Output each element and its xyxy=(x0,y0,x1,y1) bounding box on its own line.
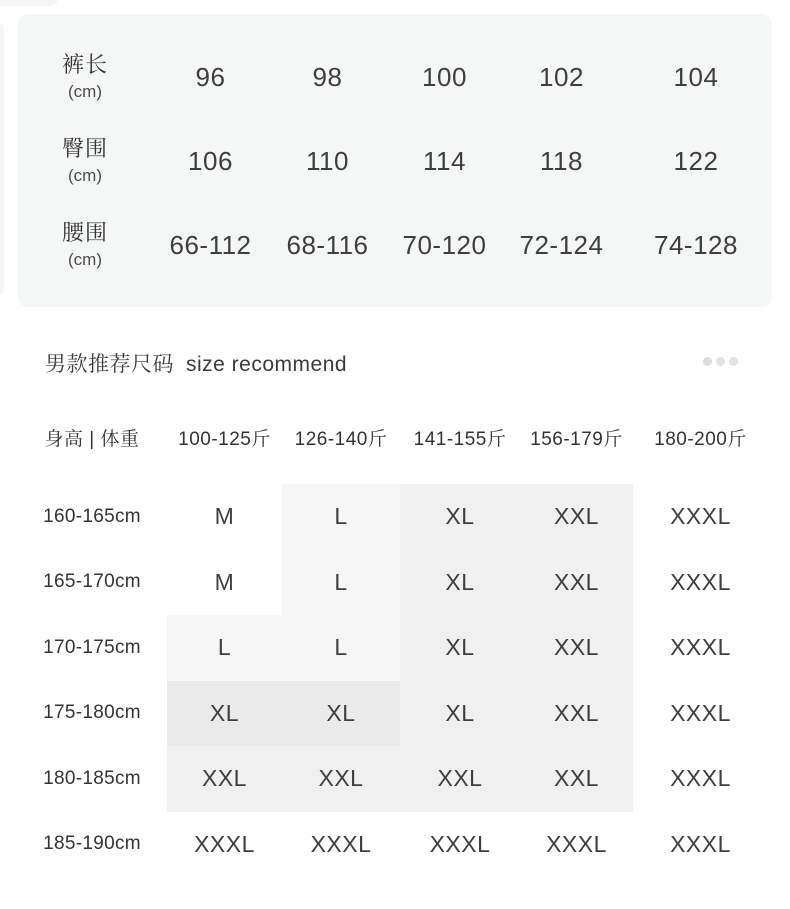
size-table-header xyxy=(0,418,790,456)
row-label-text: 裤长 xyxy=(61,52,108,78)
row-label-text: 臀围 xyxy=(61,136,108,162)
pant-measurement-card xyxy=(18,14,772,307)
measurement-row-hip xyxy=(18,119,772,203)
size-cell: M xyxy=(214,568,235,595)
ellipsis-dot-icon xyxy=(729,357,738,366)
size-cell: XL xyxy=(400,484,520,550)
row-label-pant-length xyxy=(18,52,152,102)
size-cell: XXL xyxy=(282,746,400,812)
size-cell: L xyxy=(282,615,400,681)
measurement-value: 100 xyxy=(422,61,467,92)
row-label-unit: (cm) xyxy=(68,165,102,185)
size-cell: L xyxy=(282,550,400,616)
measurement-value: 106 xyxy=(188,145,233,176)
ellipsis-dot-icon xyxy=(703,357,712,366)
size-cell: L xyxy=(282,484,400,550)
size-cell: XXXL xyxy=(670,699,731,726)
size-cell: XXXL xyxy=(670,634,731,661)
height-range-label: 175-180cm xyxy=(43,702,141,724)
table-row xyxy=(0,812,790,878)
measurement-value: 72-124 xyxy=(519,229,604,260)
measurement-value: 74-128 xyxy=(654,229,738,260)
size-cell: XXXL xyxy=(194,830,255,857)
column-header-weight-range: 100-125斤 xyxy=(178,428,271,450)
size-cell: XXXL xyxy=(670,830,731,857)
size-cell: L xyxy=(167,615,282,681)
size-cell: XXXL xyxy=(670,765,731,792)
row-label-text: 腰围 xyxy=(61,220,108,246)
size-cell: XXXL xyxy=(546,830,607,857)
size-cell: XL xyxy=(167,681,282,747)
row-label-unit: (cm) xyxy=(68,249,102,269)
measurement-value: 68-116 xyxy=(286,229,369,260)
measurement-value: 102 xyxy=(539,61,584,92)
size-cell: XXL xyxy=(400,746,520,812)
size-table-body xyxy=(0,484,790,877)
size-cell: XXL xyxy=(520,484,633,550)
size-cell: M xyxy=(214,503,235,530)
measurement-value: 122 xyxy=(673,145,719,176)
size-cell: XXL xyxy=(520,746,633,812)
height-range-label: 165-170cm xyxy=(43,571,141,593)
row-label-unit: (cm) xyxy=(68,81,102,101)
column-header-weight-range: 126-140斤 xyxy=(294,428,388,450)
measurement-value: 66-112 xyxy=(169,229,252,260)
column-header-height-weight: 身高 | 体重 xyxy=(44,428,140,450)
section-title-en: size recommend xyxy=(186,353,348,376)
measurement-row-waist xyxy=(18,203,772,287)
row-label-waist xyxy=(18,220,152,270)
section-title-cn: 男款推荐尺码 xyxy=(45,353,174,376)
size-cell: XXXL xyxy=(670,503,731,530)
size-cell: XXXL xyxy=(670,568,731,595)
column-header-weight-range: 180-200斤 xyxy=(654,428,747,450)
measurement-value: 98 xyxy=(312,61,343,92)
table-row xyxy=(0,681,790,747)
size-cell: XXL xyxy=(520,550,633,616)
table-row xyxy=(0,484,790,550)
measurement-value: 110 xyxy=(306,145,349,176)
size-cell: XL xyxy=(400,550,520,616)
size-cell: XXXL xyxy=(310,830,372,857)
table-row xyxy=(0,550,790,616)
measurement-value: 70-120 xyxy=(402,229,487,260)
section-title xyxy=(45,348,347,378)
more-options-button[interactable] xyxy=(703,357,738,366)
height-range-label: 160-165cm xyxy=(43,505,141,527)
size-cell: XXL xyxy=(167,746,282,812)
height-range-label: 170-175cm xyxy=(43,636,141,658)
adjacent-card-top-edge xyxy=(0,0,57,6)
size-cell: XXXL xyxy=(429,830,491,857)
measurement-value: 96 xyxy=(195,61,226,92)
table-row xyxy=(0,615,790,681)
table-row xyxy=(0,746,790,812)
size-cell: XL xyxy=(282,681,400,747)
section-header xyxy=(0,348,790,380)
height-range-label: 180-185cm xyxy=(43,767,141,789)
measurement-value: 118 xyxy=(540,145,583,176)
measurement-value: 114 xyxy=(423,145,466,176)
ellipsis-dot-icon xyxy=(716,357,725,366)
adjacent-card-left-edge xyxy=(0,24,4,294)
size-cell: XL xyxy=(400,681,520,747)
measurement-row-pant-length xyxy=(18,35,772,119)
row-label-hip xyxy=(18,136,152,186)
size-cell: XXL xyxy=(520,615,633,681)
size-cell: XXL xyxy=(520,681,633,747)
size-cell: XL xyxy=(400,615,520,681)
height-range-label: 185-190cm xyxy=(43,833,141,855)
column-header-weight-range: 141-155斤 xyxy=(413,428,507,450)
measurement-value: 104 xyxy=(673,61,719,92)
column-header-weight-range: 156-179斤 xyxy=(530,428,623,450)
